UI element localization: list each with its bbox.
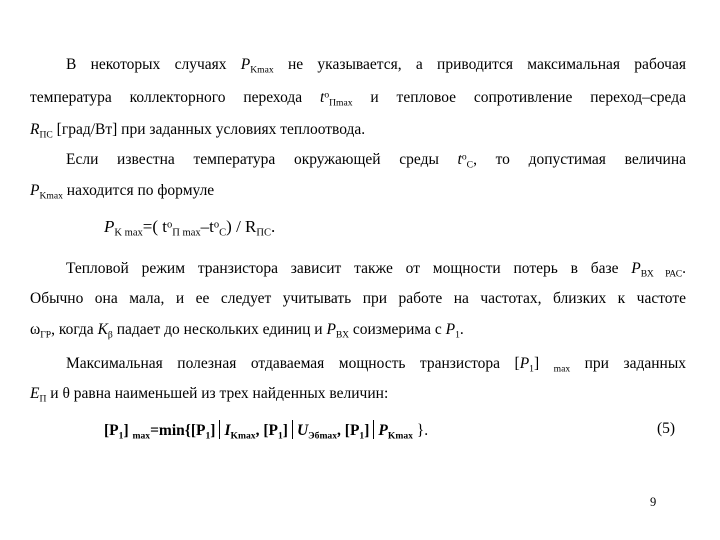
formula-2: $[P_1]$ $_{max}=\min\{[P_1]$ $I_{Kmax}$, $[P_1]$ $U_{Эбmax}$, $[P_1]$ $P_{Kmax}$ }. [104,422,429,442]
paragraph-1-line-3: $R_{ПС}$ [град/Вт] при заданных условиях теплоотвода. [30,121,366,141]
paragraph-1-line-1: В некоторых случаях $P_{Kmax}$ не указывается, а приводится максимальная рабочая [66,56,686,76]
paragraph-2-line-2: $P_{Kmax}$ находится по формуле [30,182,215,202]
paragraph-1-line-2: температура коллекторного перехода $t^o_{Пmax}$ и тепловое сопротивление переход–среда [30,89,686,109]
paragraph-3-line-2: Обычно она мала, и ее следует учитывать при работе на частотах, близких к частоте [30,290,686,307]
paragraph-3-line-1: Тепловой режим транзистора зависит также от мощности потерь в базе $P_{ВХ РАС}$. [66,260,686,280]
divider-bar [373,420,374,439]
paragraph-4-line-2: $E_П$ и θ равна наименьшей из трех найденных величин: [30,385,389,405]
divider-bar [292,420,293,439]
paragraph-4-line-1: Максимальная полезная отдаваемая мощность транзистора $[P_1]$ $_{max}$ при заданных [66,355,686,375]
paragraph-2-line-1: Если известна температура окружающей среды $t^o_С$, то допустимая величина [66,151,687,171]
page-number: 9 [650,495,657,509]
equation-number: (5) [657,420,676,437]
paragraph-3-line-3: $\omega_{ГР}$, когда $K_\beta$ падает до нескольких единиц и $P_{ВХ}$ соизмерима с $P_1$. [30,321,464,341]
divider-bar [219,420,220,439]
formula-1: $P_{K max}=$( $t^o_{П max}-t^o_С) / R_{ПС}$. [104,217,276,239]
